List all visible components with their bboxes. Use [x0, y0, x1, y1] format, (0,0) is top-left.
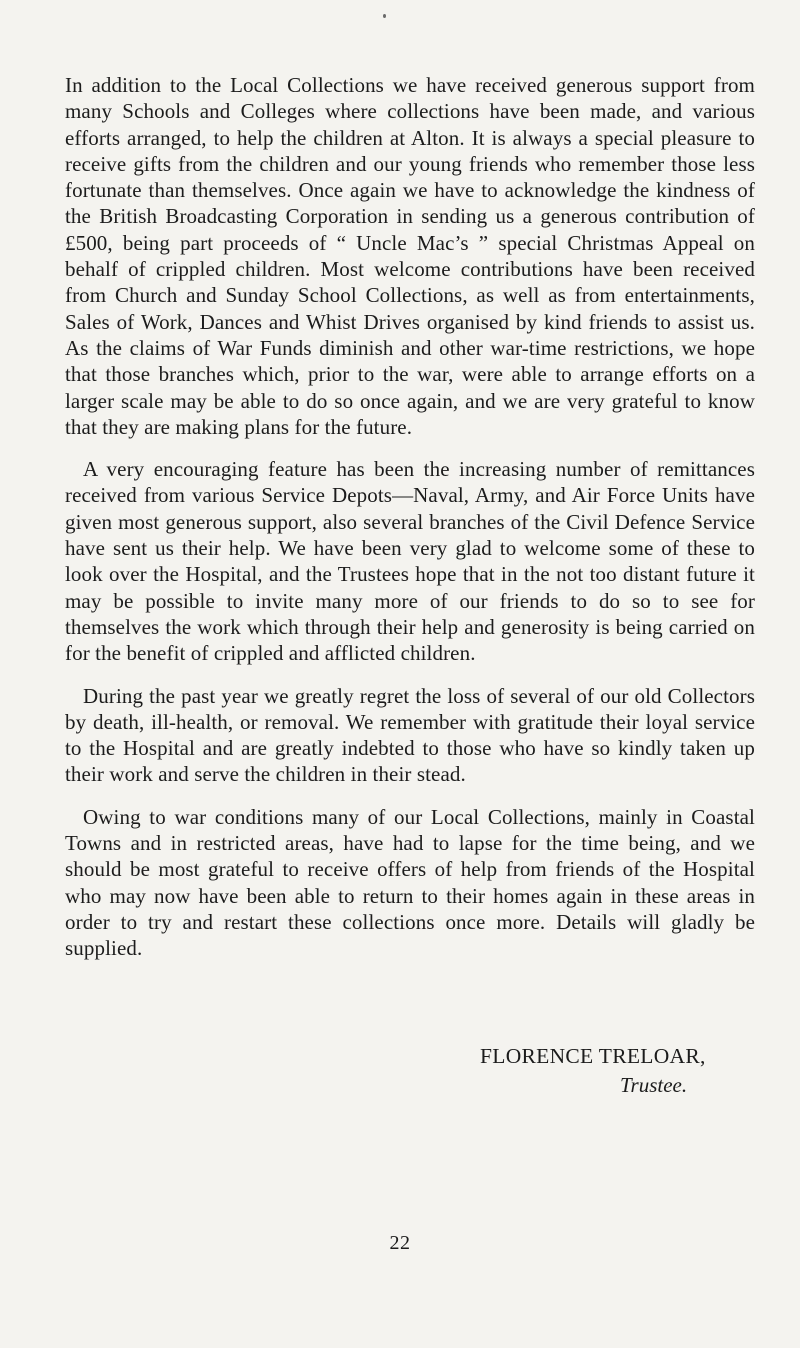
- paragraph-collectors-loss: During the past year we greatly regret the loss of several of our old Collectors by death, ill-health, or removal. We remember with gratitude their loyal service to the Hospital and are greatly indebted to those who have so kindly taken up their work and serve the children in their stead.: [65, 683, 755, 787]
- paragraph-war-conditions: Owing to war conditions many of our Local Collections, mainly in Coastal Towns and in restricted areas, have had to lapse for the time being, and we should be most grateful to receive offers of help from friends of the Hospital who may now have been able to return to their homes again in these areas in order to try and restart these collections once more. Details will gladly be supplied.: [65, 804, 755, 961]
- page-number: 22: [389, 1232, 411, 1254]
- paragraph-service-depots: A very encouraging feature has been the increasing number of remittances received from various Service Depots—Naval, Army, and Air Force Units have given most generous support, also several branches of the Civil Defence Service have sent us their help. We have been very glad to welcome some of these to look over the Hospital, and the Trustees hope that in the not too distant future it may be possible to invite many more of our friends to do so to see for themselves the work which through their help and generosity is being carried on for the benefit of crippled and afflicted children.: [65, 457, 755, 666]
- print-speck: [383, 14, 386, 18]
- signature-name: FLORENCE TRELOAR,: [480, 1044, 706, 1068]
- signature-block: [480, 1043, 760, 1098]
- signature-title: Trustee.: [620, 1073, 688, 1097]
- paragraph-local-collections: In addition to the Local Collections we have received generous support from many Schools and Colleges where collections have been made, and various efforts arranged, to help the children at Alton. It is always a special pleasure to receive gifts from the children and our young friends who remember those less fortunate than themselves. Once again we have to acknowledge the kindness of the British Broadcasting Corporation in sending us a generous contribution of £500, being part proceeds of “ Uncle Mac’s ” special Christmas Appeal on behalf of crippled children. Most welcome contributions have been received from Church and Sunday School Collections, as well as from entertainments, Sales of Work, Dances and Whist Drives organised by kind friends to assist us. As the claims of War Funds diminish and other war-time restrictions, we hope that those branches which, prior to the war, were able to arrange efforts on a larger scale may be able to do so once again, and we are very grateful to know that they are making plans for the future.: [65, 73, 755, 439]
- body-text: [65, 72, 755, 962]
